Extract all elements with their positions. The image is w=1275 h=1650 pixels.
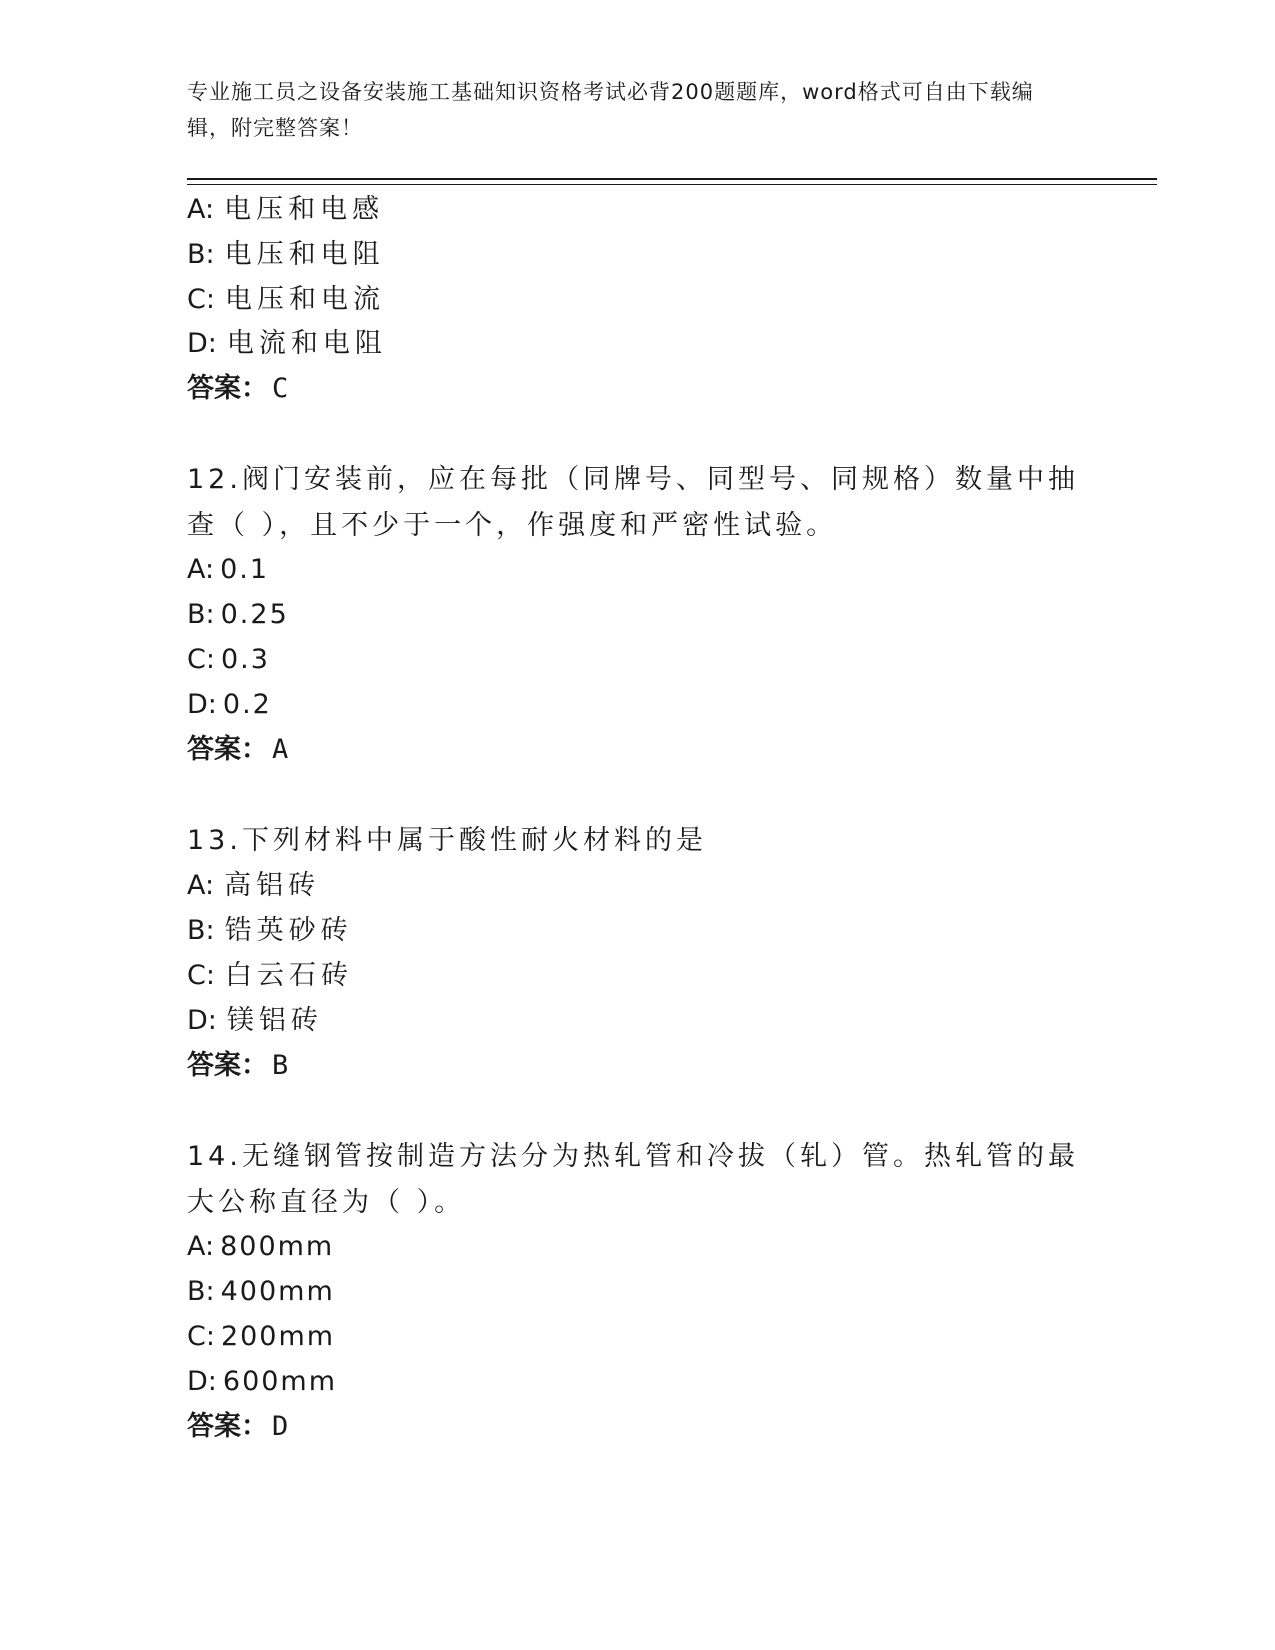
option-text: 200mm — [220, 1321, 336, 1352]
q13-option-c — [187, 959, 353, 993]
answer-value: D — [272, 1411, 289, 1442]
q12-option-a — [187, 553, 269, 587]
option-label: C: — [187, 1321, 215, 1352]
q14-answer — [187, 1410, 288, 1444]
q12-option-c — [187, 643, 270, 677]
answer-value: C — [272, 373, 289, 404]
option-text: 0.25 — [220, 599, 289, 630]
q12-option-d — [187, 688, 272, 722]
answer-label: 答案： — [187, 1411, 268, 1442]
q12-option-b — [187, 598, 289, 632]
header-rule-thick — [187, 178, 1157, 180]
q11-option-d — [187, 327, 387, 361]
option-text: 600mm — [222, 1366, 338, 1397]
answer-label: 答案： — [187, 1050, 268, 1081]
option-text: 电压和电流 — [224, 284, 385, 315]
q11-option-c — [187, 283, 385, 317]
option-text: 0.2 — [222, 689, 272, 720]
option-label: A: — [187, 554, 215, 585]
option-text: 电压和电感 — [224, 194, 385, 225]
document-header: 专业施工员之设备安装施工基础知识资格考试必背200题题库，word格式可自由下载编辑，附完整答案！ — [187, 80, 1034, 140]
option-text: 高铝砖 — [224, 870, 321, 901]
answer-value: B — [272, 1050, 289, 1081]
q13-option-a — [187, 869, 320, 903]
q13-answer — [187, 1049, 288, 1083]
option-label: B: — [187, 915, 215, 946]
option-label: B: — [187, 239, 215, 270]
q14-stem: 14.无缝钢管按制造方法分为热轧管和冷拔（轧）管。热轧管的最大公称直径为（ ）。 — [187, 1141, 1079, 1218]
header-rule-thin — [187, 184, 1157, 185]
option-text: 400mm — [220, 1276, 335, 1307]
option-text: 电压和电阻 — [224, 239, 385, 270]
option-label: C: — [187, 960, 215, 991]
option-text: 电流和电阻 — [226, 328, 387, 359]
q14-option-b — [187, 1275, 335, 1309]
answer-label: 答案： — [187, 734, 268, 765]
option-text: 0.1 — [220, 554, 270, 585]
q13-option-b — [187, 914, 353, 948]
option-text: 0.3 — [220, 644, 270, 675]
option-label: B: — [187, 599, 215, 630]
option-text: 镁铝砖 — [226, 1005, 323, 1036]
q13-option-d — [187, 1004, 323, 1038]
option-label: C: — [187, 644, 215, 675]
option-label: D: — [187, 1366, 217, 1397]
q12-stem: 12.阀门安装前，应在每批（同牌号、同型号、同规格）数量中抽查（ ），且不少于一个，作强度和严密性试验。 — [187, 464, 1079, 541]
option-label: D: — [187, 1005, 217, 1036]
q11-answer — [187, 372, 288, 406]
q12-answer — [187, 733, 288, 767]
option-label: C: — [187, 284, 215, 315]
option-label: A: — [187, 194, 215, 225]
option-text: 白云石砖 — [224, 960, 353, 991]
q13-stem: 13.下列材料中属于酸性耐火材料的是 — [187, 825, 707, 856]
q14-option-c — [187, 1320, 335, 1354]
option-text: 800mm — [220, 1231, 335, 1262]
option-label: A: — [187, 870, 215, 901]
q14-option-d — [187, 1365, 337, 1399]
option-text: 锆英砂砖 — [224, 915, 353, 946]
q11-option-a — [187, 193, 384, 227]
option-label: B: — [187, 1276, 215, 1307]
option-label: A: — [187, 1231, 215, 1262]
option-label: D: — [187, 689, 217, 720]
answer-label: 答案： — [187, 373, 268, 404]
answer-value: A — [272, 734, 289, 765]
q11-option-b — [187, 238, 385, 272]
option-label: D: — [187, 328, 217, 359]
q14-option-a — [187, 1230, 334, 1264]
